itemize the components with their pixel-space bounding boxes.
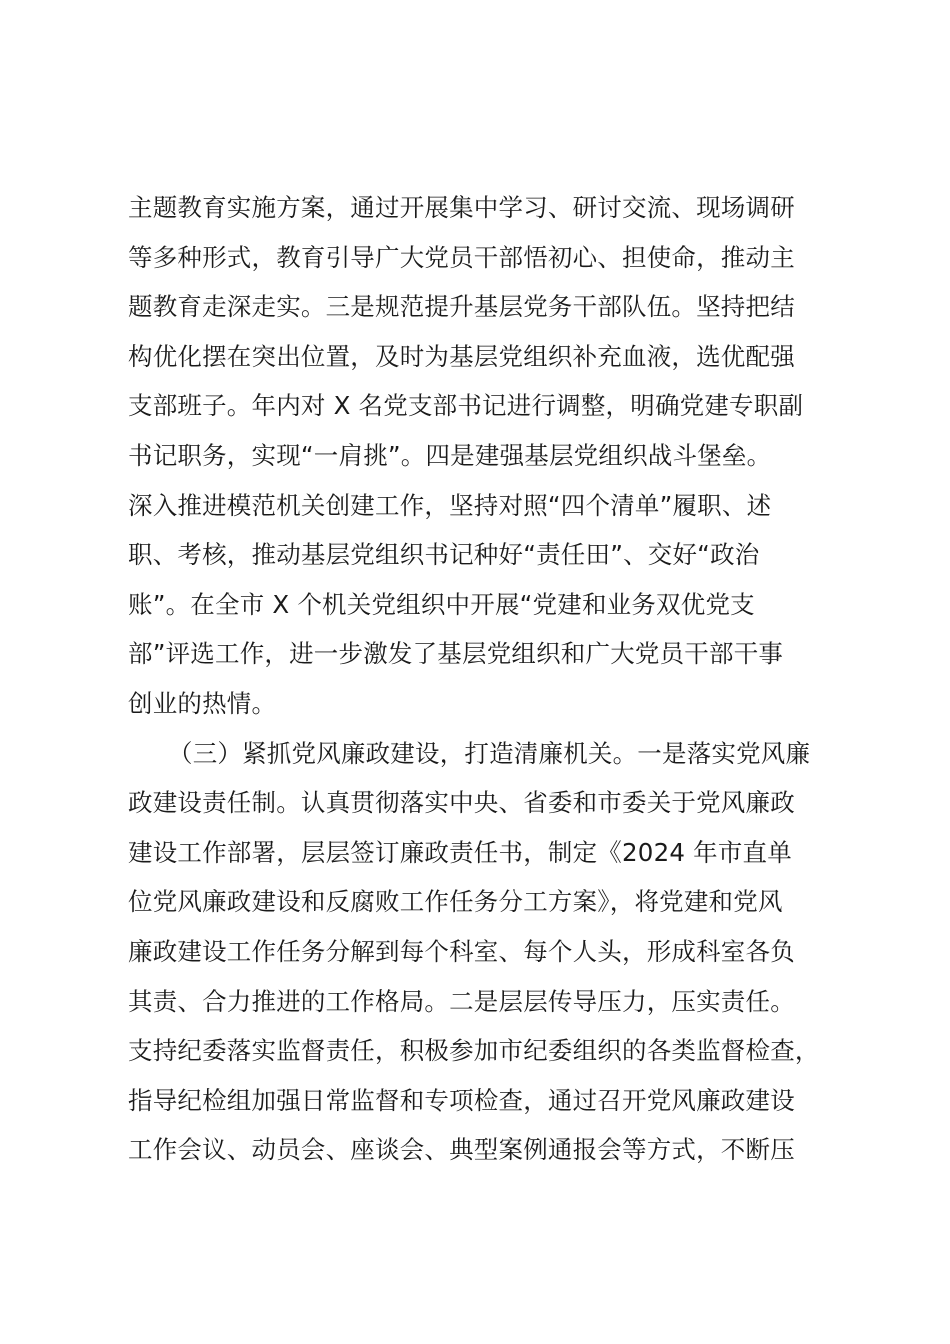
text-line-4: 构优化摆在突出位置，及时为基层党组织补充血液，选优配强 <box>128 341 795 371</box>
document-body <box>128 183 838 1175</box>
text-line-3: 题教育走深走实。三是规范提升基层党务干部队伍。坚持把结 <box>128 292 795 322</box>
text-line-19: 指导纪检组加强日常监督和专项检查，通过召开党风廉政建设 <box>128 1085 795 1115</box>
text-line-7: 深入推进模范机关创建工作，坚持对照“四个清单”履职、述 <box>128 490 772 520</box>
section-heading-line: （三）紧抓党风廉政建设，打造清廉机关。一是落实党风廉 <box>168 738 811 768</box>
text-line-13: 政建设责任制。认真贯彻落实中央、省委和市委关于党风廉政 <box>128 788 795 818</box>
text-line-9: 账”。在全市 X 个机关党组织中开展“党建和业务双优党支 <box>128 589 755 619</box>
text-line-15: 位党风廉政建设和反腐败工作任务分工方案》，将党建和党风 <box>128 887 783 917</box>
text-line-11: 创业的热情。 <box>128 688 277 718</box>
text-line-14: 建设工作部署，层层签订廉政责任书，制定《2024 年市直单 <box>128 837 792 867</box>
text-line-5: 支部班子。年内对 X 名党支部书记进行调整，明确党建专职副 <box>128 391 804 421</box>
text-line-8: 职、考核，推动基层党组织书记种好“责任田”、交好“政治 <box>128 540 760 570</box>
text-line-18: 支持纪委落实监督责任，积极参加市纪委组织的各类监督检查， <box>128 1036 820 1066</box>
text-line-17: 其责、合力推进的工作格局。二是层层传导压力，压实责任。 <box>128 986 795 1016</box>
text-line-16: 廉政建设工作任务分解到每个科室、每个人头，形成科室各负 <box>128 936 795 966</box>
text-line-1: 主题教育实施方案，通过开展集中学习、研讨交流、现场调研 <box>128 193 795 222</box>
text-line-20: 工作会议、动员会、座谈会、典型案例通报会等方式，不断压 <box>128 1135 795 1165</box>
text-line-2: 等多种形式，教育引导广大党员干部悟初心、担使命，推动主 <box>128 242 795 272</box>
text-line-6: 书记职务，实现“一肩挑”。四是建强基层党组织战斗堡垒。 <box>128 440 772 470</box>
text-line-10: 部”评选工作，进一步激发了基层党组织和广大党员干部干事 <box>128 639 784 669</box>
